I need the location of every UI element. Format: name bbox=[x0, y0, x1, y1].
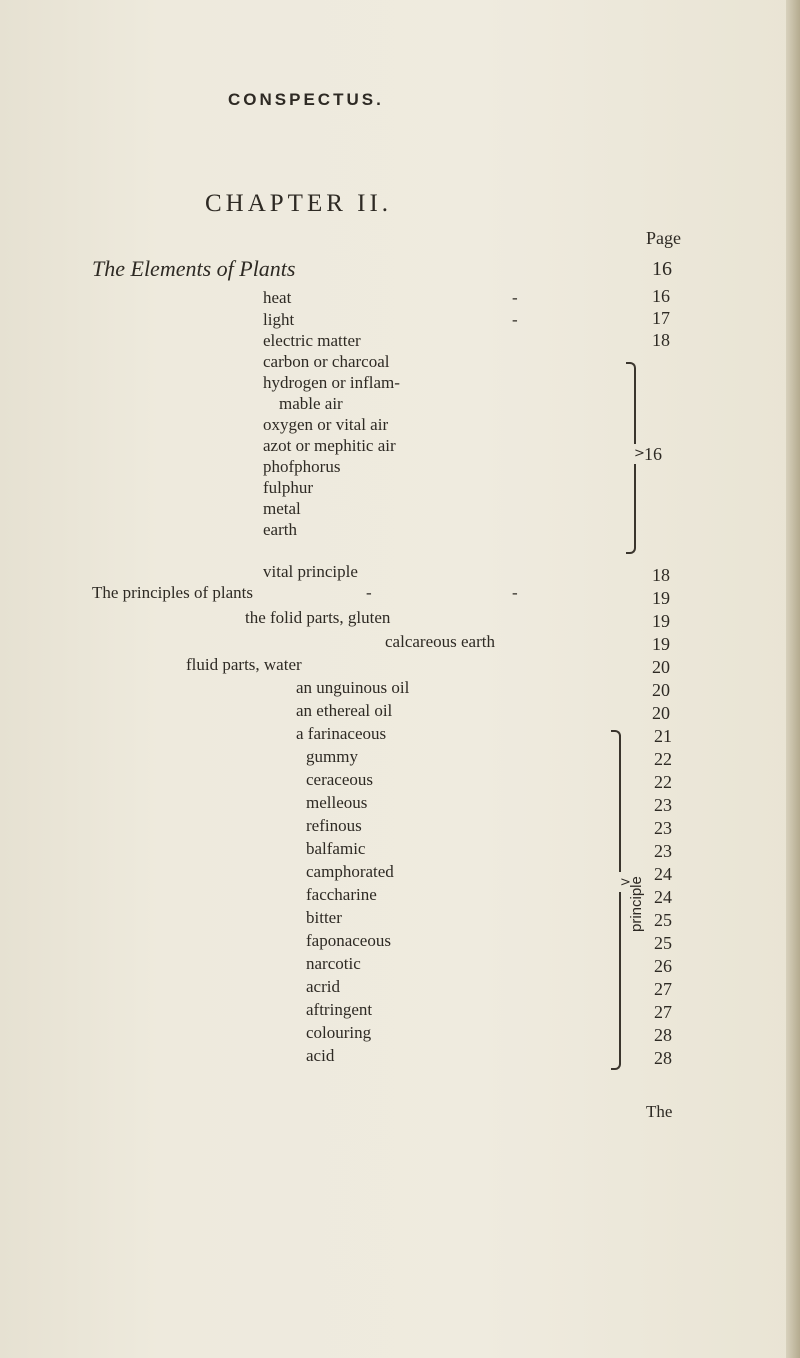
entry-text: oxygen or vital air bbox=[263, 415, 389, 434]
entry-text: earth bbox=[263, 520, 297, 539]
entry-page: 25 bbox=[654, 933, 672, 953]
entry-text: faponaceous bbox=[306, 931, 391, 950]
entry-text: bitter bbox=[306, 908, 342, 927]
brace-point: > bbox=[620, 875, 631, 890]
entry-text: acrid bbox=[306, 977, 340, 996]
entry-text: The principles of plants bbox=[92, 583, 253, 602]
brace-page-number: 16 bbox=[644, 444, 662, 464]
entry-page: 28 bbox=[654, 1025, 672, 1045]
entry-text: refinous bbox=[306, 816, 362, 835]
entry-page: 23 bbox=[654, 795, 672, 815]
entry-page: 27 bbox=[654, 1002, 672, 1022]
entry-page: 18 bbox=[652, 565, 670, 585]
entry-text: acid bbox=[306, 1046, 335, 1065]
entry-text: fluid parts, water bbox=[186, 655, 302, 674]
entry-text: mable air bbox=[279, 394, 343, 413]
brace-upper bbox=[626, 362, 636, 444]
entry-page: 19 bbox=[652, 634, 670, 654]
entry-page: 20 bbox=[652, 657, 670, 677]
entry-text: electric matter bbox=[263, 331, 361, 350]
brace-upper bbox=[611, 730, 621, 872]
entry-page: 17 bbox=[652, 308, 670, 328]
entry-text: metal bbox=[263, 499, 301, 518]
entry-text: narcotic bbox=[306, 954, 361, 973]
dash: - bbox=[366, 583, 372, 602]
catchword: The bbox=[646, 1102, 673, 1121]
entry-page: 28 bbox=[654, 1048, 672, 1068]
entry-text: fulphur bbox=[263, 478, 314, 497]
entry-text: heat bbox=[263, 288, 292, 307]
entry-text: phofphorus bbox=[263, 457, 341, 476]
entry-page: 23 bbox=[654, 841, 672, 861]
entry-page: 18 bbox=[652, 330, 670, 350]
entry-text: a farinaceous bbox=[296, 724, 387, 743]
entry-page: 24 bbox=[654, 864, 672, 884]
entry-page: 24 bbox=[654, 887, 672, 907]
entry-text: aftringent bbox=[306, 1000, 373, 1019]
entry-text: colouring bbox=[306, 1023, 372, 1042]
page-edge bbox=[786, 0, 800, 1358]
entry-text: hydrogen or inflam- bbox=[263, 373, 400, 392]
entry-page: 20 bbox=[652, 703, 670, 723]
entry-text: camphorated bbox=[306, 862, 394, 881]
entry-page: 19 bbox=[652, 611, 670, 631]
brace-lower bbox=[611, 892, 621, 1070]
dash: - bbox=[512, 583, 518, 602]
entry-text: azot or mephitic air bbox=[263, 436, 396, 455]
entry-text: an unguinous oil bbox=[296, 678, 410, 697]
chapter-heading: CHAPTER II. bbox=[205, 190, 393, 217]
entry-page: 23 bbox=[654, 818, 672, 838]
entry-page: 27 bbox=[654, 979, 672, 999]
entry-text: an ethereal oil bbox=[296, 701, 393, 720]
running-head: CONSPECTUS. bbox=[228, 90, 384, 109]
entry-page: 21 bbox=[654, 726, 672, 746]
entry-text: ceraceous bbox=[306, 770, 374, 789]
entry-text: carbon or charcoal bbox=[263, 352, 390, 371]
entry-page: 25 bbox=[654, 910, 672, 930]
entry-text: light bbox=[263, 310, 295, 329]
entry-text: the folid parts, gluten bbox=[245, 608, 391, 627]
entry-text: melleous bbox=[306, 793, 368, 812]
entry-text: balfamic bbox=[306, 839, 366, 858]
brace-vertical-label: principle bbox=[628, 876, 645, 932]
section-title: The Elements of Plants bbox=[92, 256, 296, 281]
entry-page: 19 bbox=[652, 588, 670, 608]
entry-text: calcareous earth bbox=[385, 632, 495, 651]
entry-page: 22 bbox=[654, 772, 672, 792]
entry-text: vital principle bbox=[263, 562, 358, 581]
entry-page: 20 bbox=[652, 680, 670, 700]
entry-page: 26 bbox=[654, 956, 672, 976]
title-page-number: 16 bbox=[652, 258, 672, 280]
dash: - bbox=[512, 288, 518, 307]
entry-page: 22 bbox=[654, 749, 672, 769]
dash: - bbox=[512, 310, 518, 329]
entry-text: faccharine bbox=[306, 885, 377, 904]
entry-page: 16 bbox=[652, 286, 670, 306]
brace-point: > bbox=[634, 446, 645, 461]
brace-lower bbox=[626, 464, 636, 554]
entry-text: gummy bbox=[306, 747, 358, 766]
page-column-header: Page bbox=[646, 228, 681, 248]
